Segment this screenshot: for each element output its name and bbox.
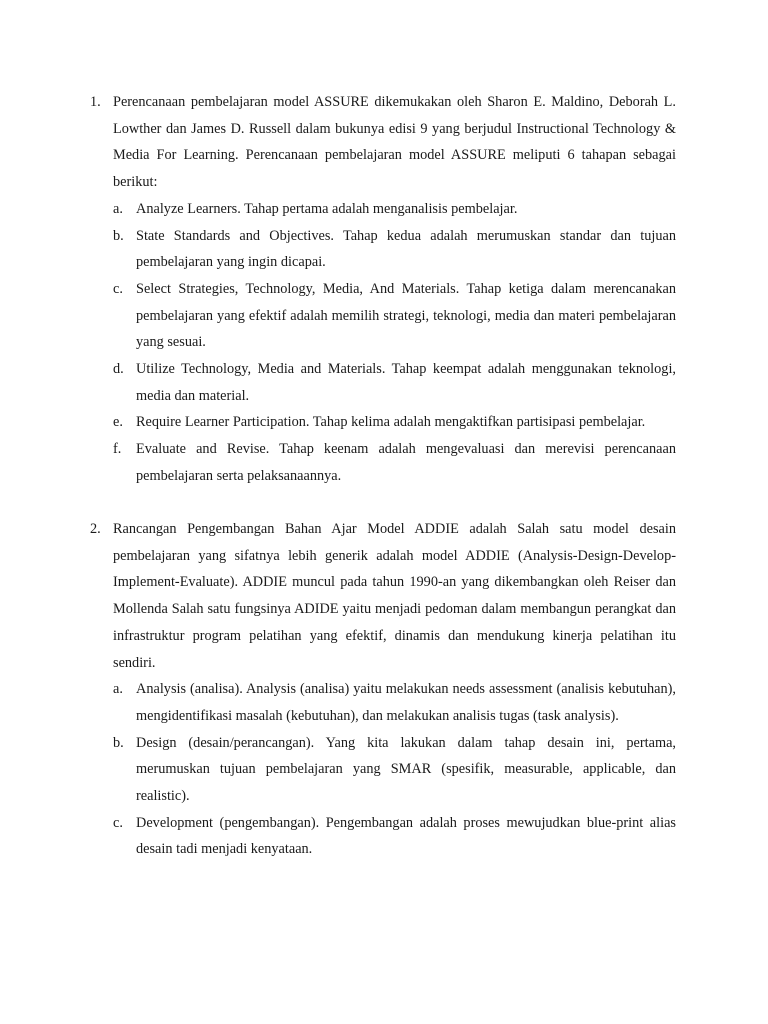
subitem-text: Select Strategies, Technology, Media, And Materials. Tahap ketiga dalam merencanakan pembelajaran yang efektif adalah memilih strategi, teknologi, media dan materi pembelajaran yang sesuai. (136, 280, 676, 351)
item-number: 1. (90, 94, 101, 110)
subitem-letter: b. (113, 227, 124, 244)
subitem-letter: c. (113, 814, 123, 831)
subitem-a (113, 196, 676, 223)
numbered-item-addie (0, 516, 768, 863)
subitem-e (113, 409, 676, 436)
subitem-a (113, 676, 676, 729)
subitem-letter: a. (113, 681, 123, 698)
subitem-letter: a. (113, 200, 123, 217)
subitem-letter: f. (113, 441, 122, 458)
subitem-letter: b. (113, 734, 124, 751)
subitem-d (113, 356, 676, 409)
item-paragraph: Perencanaan pembelajaran model ASSURE dikemukakan oleh Sharon E. Maldino, Deborah L. Lowther dan James D. Russell dalam bukunya edisi 9 yang berjudul Instructional Technology & Media For Learning. Perencanaan pembelajaran model ASSURE meliputi 6 tahapan sebagai berikut: (113, 94, 676, 191)
subitem-text: Design (desain/perancangan). Yang kita lakukan dalam tahap desain ini, pertama, merumuskan tujuan pembelajaran yang SMAR (spesifik, measurable, applicable, dan realistic). (136, 734, 676, 805)
subitem-text: Evaluate and Revise. Tahap keenam adalah mengevaluasi dan merevisi perencanaan pembelajaran serta pelaksanaannya. (136, 441, 676, 484)
item-number: 2. (90, 521, 101, 537)
subitem-text: State Standards and Objectives. Tahap kedua adalah merumuskan standar dan tujuan pembelajaran yang ingin dicapai. (136, 227, 676, 271)
subitem-b (113, 730, 676, 810)
subitem-text: Require Learner Participation. Tahap kelima adalah mengaktifkan partisipasi pembelajar. (136, 414, 646, 431)
subitem-letter: c. (113, 280, 123, 297)
subitem-c (113, 810, 676, 863)
subitem-letter: d. (113, 361, 124, 378)
subitem-text: Analysis (analisa). Analysis (analisa) yaitu melakukan needs assessment (analisis kebutuhan), mengidentifikasi masalah (kebutuhan), dan melakukan analisis tugas (task analysis). (136, 681, 676, 724)
item-paragraph: Rancangan Pengembangan Bahan Ajar Model ADDIE adalah Salah satu model desain pembelajaran yang sifatnya lebih generik adalah model ADDIE (Analysis-Design-Develop-Implement-Evaluate). ADDIE muncul pada tahun 1990-an yang dikembangkan oleh Reiser dan Mollenda Salah satu fungsinya ADIDE yaitu menjadi pedoman dalam membangun perangkat dan infrastruktur program pelatihan yang efektif, dinamis dan mendukung kinerja pelatihan itu sendiri. (113, 521, 676, 671)
subitem-text: Development (pengembangan). Pengembangan adalah proses mewujudkan blue-print alias desain tadi menjadi kenyataan. (136, 814, 676, 858)
numbered-item-assure (0, 89, 768, 490)
subitem-letter: e. (113, 414, 123, 431)
item-body (113, 516, 676, 863)
subitem-text: Analyze Learners. Tahap pertama adalah menganalisis pembelajar. (136, 200, 518, 217)
subitem-text: Utilize Technology, Media and Materials. Tahap keempat adalah menggunakan teknologi, media dan material. (136, 361, 676, 404)
subitem-f (113, 436, 676, 489)
item-body (113, 89, 676, 490)
subitem-c (113, 276, 676, 356)
subitem-b (113, 223, 676, 276)
